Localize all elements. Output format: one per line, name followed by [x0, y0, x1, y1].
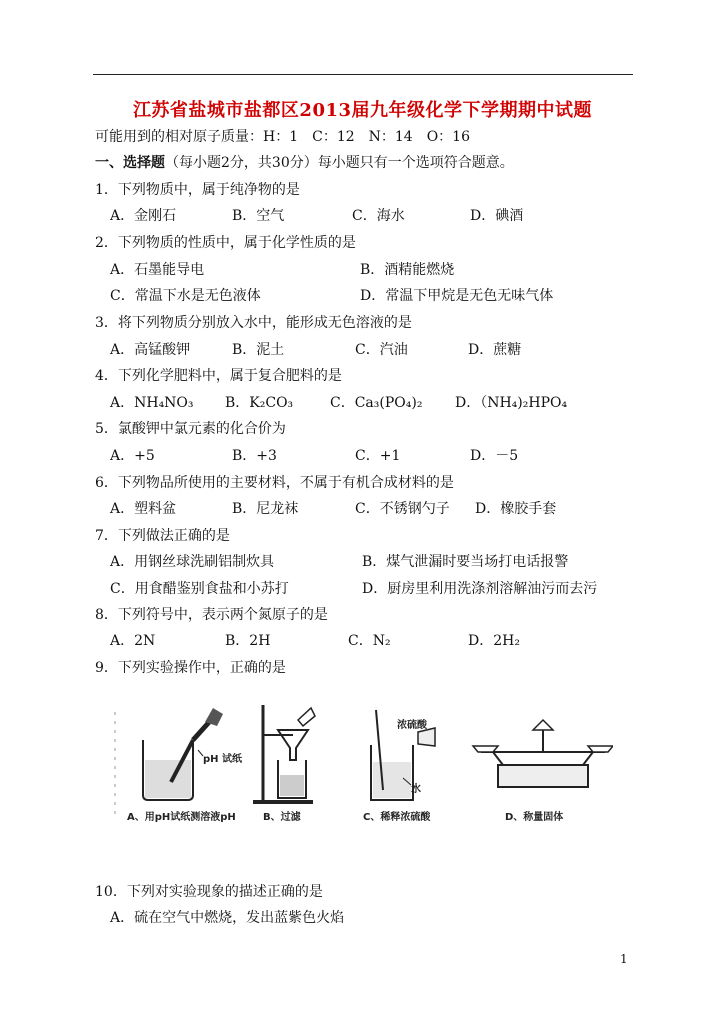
question-stem: 8．下列符号中，表示两个氮原子的是 [95, 607, 328, 623]
question-option: C．用食醋鉴别食盐和小苏打 [110, 581, 289, 597]
figure-c-dilution [363, 710, 435, 823]
question-option: B．泥土 [232, 342, 285, 358]
question-stem: 6．下列物品所使用的主要材料，不属于有机合成材料的是 [95, 475, 454, 491]
question-option: C．不锈钢勺子 [355, 501, 450, 517]
question-option: A．硫在空气中燃烧，发出蓝紫色火焰 [110, 910, 345, 926]
section-desc: （每小题2分，共30分）每小题只有一个选项符合题意。 [165, 155, 514, 171]
section-label: 一、选择题 [95, 155, 165, 171]
question-stem: 3．将下列物质分别放入水中，能形成无色溶液的是 [95, 315, 412, 331]
section-heading [95, 154, 514, 172]
question-stem: 9．下列实验操作中，正确的是 [95, 660, 286, 676]
header-rule [93, 74, 633, 75]
question-stem: 7．下列做法正确的是 [95, 528, 230, 544]
question-option: D．2H₂ [468, 633, 520, 649]
question-stem: 2．下列物质的性质中，属于化学性质的是 [95, 235, 356, 251]
question-stem: 10．下列对实验现象的描述正确的是 [95, 884, 323, 900]
question-option: D．厨房里利用洗涤剂溶解油污而去污 [362, 581, 598, 597]
figure-caption-d: D、称量固体 [505, 812, 564, 823]
question-option: B．空气 [232, 208, 285, 224]
question-option: C．N₂ [348, 633, 391, 649]
question-option: A．+5 [110, 448, 155, 464]
figure-b-filtration [253, 705, 315, 823]
question-option: B．酒精能燃烧 [360, 262, 455, 278]
question-option: C．Ca₃(PO₄)₂ [330, 395, 423, 411]
question-option: A．石墨能导电 [110, 262, 205, 278]
figure-a-ph-test [115, 708, 243, 823]
question-option: A．金刚石 [110, 208, 177, 224]
question-option: A．NH₄NO₃ [110, 395, 194, 411]
question-stem: 5．氯酸钾中氯元素的化合价为 [95, 421, 286, 437]
question-option: B．煤气泄漏时要当场打电话报警 [362, 554, 569, 570]
atomic-mass-line: 可能用到的相对原子质量：H：1 C：12 N：14 O：16 [95, 129, 470, 145]
question-option: A．塑料盆 [110, 501, 177, 517]
question-option: C．+1 [355, 448, 401, 464]
figure-caption-b: B、过滤 [263, 812, 301, 823]
question-stem: 4．下列化学肥料中，属于复合肥料的是 [95, 368, 342, 384]
question-option: A．用钢丝球洗刷铝制炊具 [110, 554, 275, 570]
figure-d-weighing [473, 720, 613, 823]
question-option: C．海水 [352, 208, 405, 224]
figure-caption-a: A、用pH试纸测溶液pH [127, 812, 236, 823]
question-option: D．蔗糖 [468, 342, 522, 358]
question-option: B．尼龙袜 [232, 501, 299, 517]
question-option: B．K₂CO₃ [225, 395, 294, 411]
question-option: D．常温下甲烷是无色无味气体 [360, 288, 554, 304]
acid-label: 浓硫酸 [397, 720, 427, 731]
question-stem: 1．下列物质中，属于纯净物的是 [95, 182, 300, 198]
question-option: B．+3 [232, 448, 277, 464]
question-option: C．汽油 [355, 342, 408, 358]
question-option: A．2N [110, 633, 156, 649]
figure-caption-c: C、稀释浓硫酸 [363, 812, 431, 823]
question-option: A．高锰酸钾 [110, 342, 191, 358]
question-option: C．常温下水是无色液体 [110, 288, 261, 304]
question-option: D．（NH₄)₂HPO₄ [455, 395, 568, 411]
ph-paper-label: pH 试纸 [203, 754, 243, 765]
lab-operations-figure [113, 700, 613, 830]
question-option: D．橡胶手套 [475, 501, 557, 517]
question-option: B．2H [225, 633, 271, 649]
water-label: 水 [411, 784, 421, 795]
page-title: 江苏省盐城市盐都区2013届九年级化学下学期期中试题 [132, 100, 593, 121]
question-option: D．－5 [470, 448, 519, 464]
question-option: D．碘酒 [470, 208, 524, 224]
page-number: 1 [620, 952, 628, 966]
